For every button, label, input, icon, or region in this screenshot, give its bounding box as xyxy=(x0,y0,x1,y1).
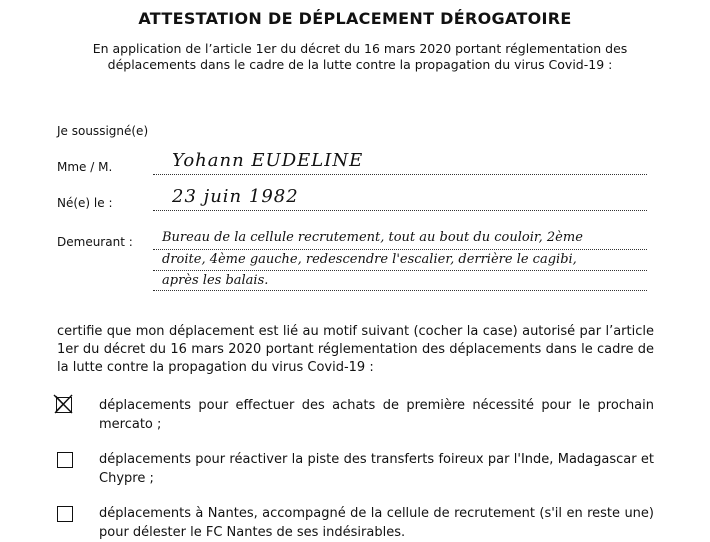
birth-dotted-line xyxy=(153,210,647,211)
intro-line-1: En application de l’article 1er du décret du 16 mars 2020 portant réglementation des xyxy=(92,41,628,56)
certification-text: certifie que mon déplacement est lié au motif suivant (cocher la case) autorisé par l’article 1er du décret du 16 mars 2020 portant réglementation des déplacements dans le cadre de la lutte contre la propagation du virus Covid-19 : xyxy=(57,324,654,375)
address-label: Demeurant : xyxy=(57,235,133,249)
option-2-checkbox[interactable] xyxy=(57,452,73,468)
undersigned-label: Je soussigné(e) xyxy=(57,124,149,138)
birth-label: Né(e) le : xyxy=(57,196,113,210)
address-dotted-line-3 xyxy=(153,290,647,291)
address-line-3: après les balais. xyxy=(162,273,269,288)
address-dotted-line-2 xyxy=(153,270,647,271)
address-line-2: droite, 4ème gauche, redescendre l'escalier, derrière le cagibi, xyxy=(162,252,577,267)
name-label: Mme / M. xyxy=(57,160,113,174)
document-title: ATTESTATION DE DÉPLACEMENT DÉROGATOIRE xyxy=(138,9,572,28)
birth-value: 23 juin 1982 xyxy=(172,186,299,207)
intro-line-2: déplacements dans le cadre de la lutte contre la propagation du virus Covid-19 : xyxy=(107,57,613,72)
address-line-1: Bureau de la cellule recrutement, tout au bout du couloir, 2ème xyxy=(162,230,583,245)
check-x-icon xyxy=(52,393,74,415)
name-dotted-line xyxy=(153,174,647,175)
option-2-text: déplacements pour réactiver la piste des transferts foireux par l'Inde, Madagascar et Chypre ; xyxy=(99,452,654,486)
name-value: Yohann EUDELINE xyxy=(172,150,364,171)
option-1-text: déplacements pour effectuer des achats de première nécessité pour le prochain mercato ; xyxy=(99,398,654,432)
intro-text xyxy=(70,41,650,73)
option-1-checkbox[interactable] xyxy=(56,397,72,413)
option-3-text: déplacements à Nantes, accompagné de la cellule de recrutement (s'il en reste une) pour délester le FC Nantes de ses indésirables. xyxy=(99,506,654,540)
address-dotted-line-1 xyxy=(153,249,647,250)
option-3-checkbox[interactable] xyxy=(57,506,73,522)
